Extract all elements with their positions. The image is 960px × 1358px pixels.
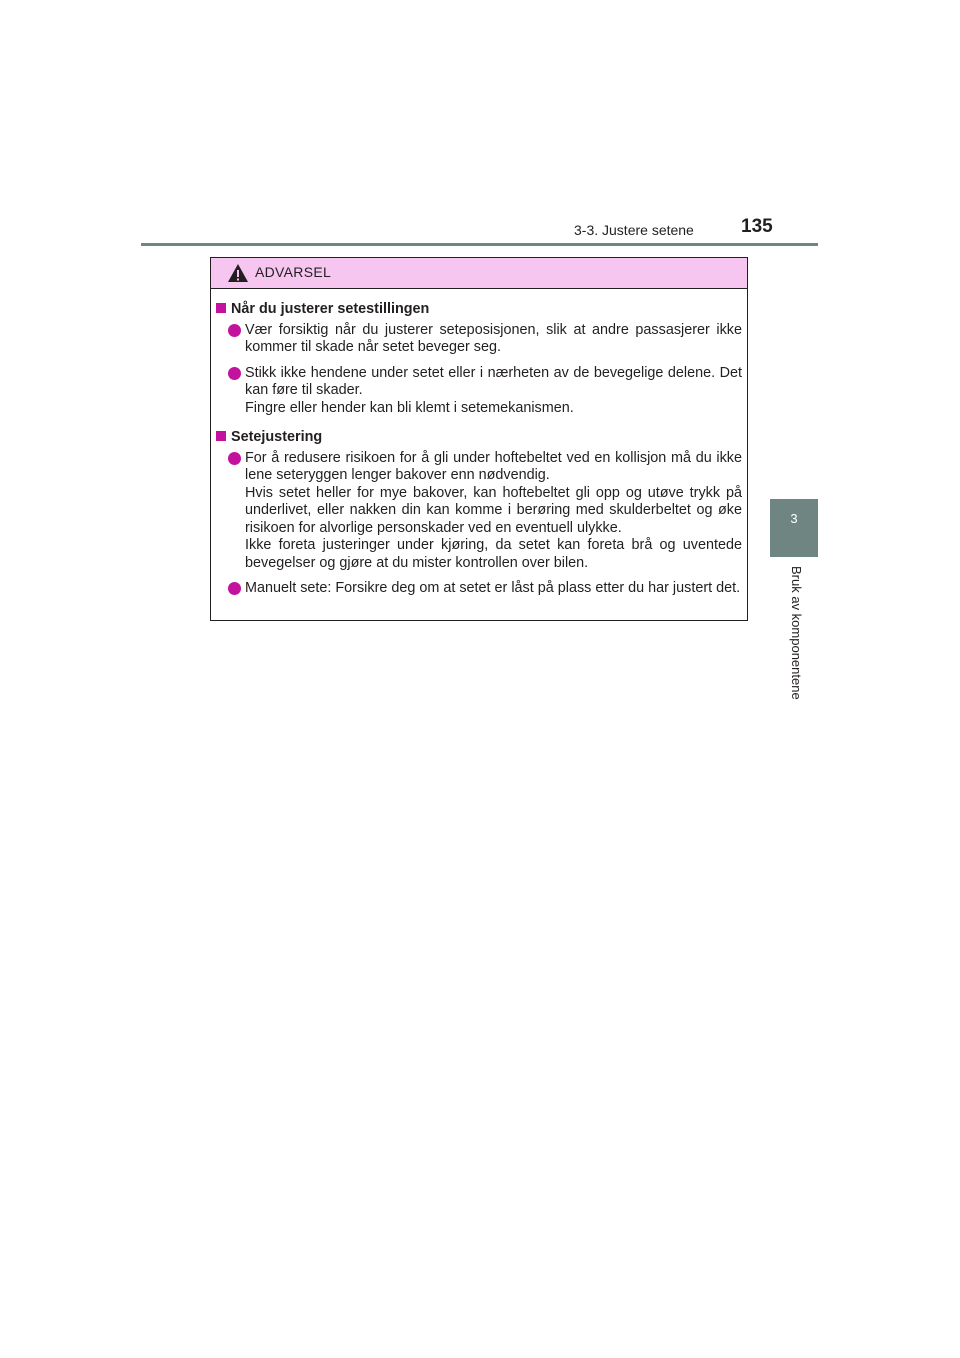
warning-triangle-icon bbox=[227, 263, 249, 283]
list-item: Vær forsiktig når du justerer seteposisjonen, slik at andre passasjerer ikke kommer til skade når setet beveger seg. bbox=[216, 322, 742, 357]
warning-header bbox=[211, 258, 747, 289]
chapter-tab: 3 bbox=[770, 499, 818, 557]
circle-bullet-icon bbox=[228, 367, 241, 380]
square-bullet-icon bbox=[216, 303, 226, 313]
list-item: Manuelt sete: Forsikre deg om at setet er låst på plass etter du har justert det. bbox=[216, 580, 742, 598]
warning-box bbox=[210, 257, 748, 621]
header-divider bbox=[141, 243, 818, 246]
section-heading: Når du justerer setestillingen bbox=[216, 301, 742, 319]
bullet-list bbox=[216, 450, 742, 598]
header-section-title: 3-3. Justere setene bbox=[574, 222, 694, 238]
circle-bullet-icon bbox=[228, 452, 241, 465]
circle-bullet-icon bbox=[228, 582, 241, 595]
square-bullet-icon bbox=[216, 431, 226, 441]
bullet-list bbox=[216, 322, 742, 418]
warning-title: ADVARSEL bbox=[255, 264, 332, 280]
list-item: Stikk ikke hendene under setet eller i nærheten av de bevegelige delene. Det kan føre til skader. Fingre eller hender kan bli klemt i setemekanismen. bbox=[216, 365, 742, 418]
list-item: For å redusere risikoen for å gli under hoftebeltet ved en kollisjon må du ikke lene seteryggen lenger bakover enn nødvendig. Hvis setet heller for mye bakover, kan hoftebeltet gli opp og utøve trykk på underlivet, eller nakken din kan komme i berøring med skulderbeltet og øke risikoen for alvorlige personskader ved en eventuell ulykke. Ikke foreta justeringer under kjøring, da setet kan foreta brå og uventede bevegelser og gjøre at du mister kontrollen over bilen. bbox=[216, 450, 742, 573]
section-heading: Setejustering bbox=[216, 429, 742, 447]
circle-bullet-icon bbox=[228, 324, 241, 337]
warning-body bbox=[211, 289, 747, 598]
page-number: 135 bbox=[741, 216, 773, 237]
chapter-label: Bruk av komponentene bbox=[789, 566, 804, 700]
